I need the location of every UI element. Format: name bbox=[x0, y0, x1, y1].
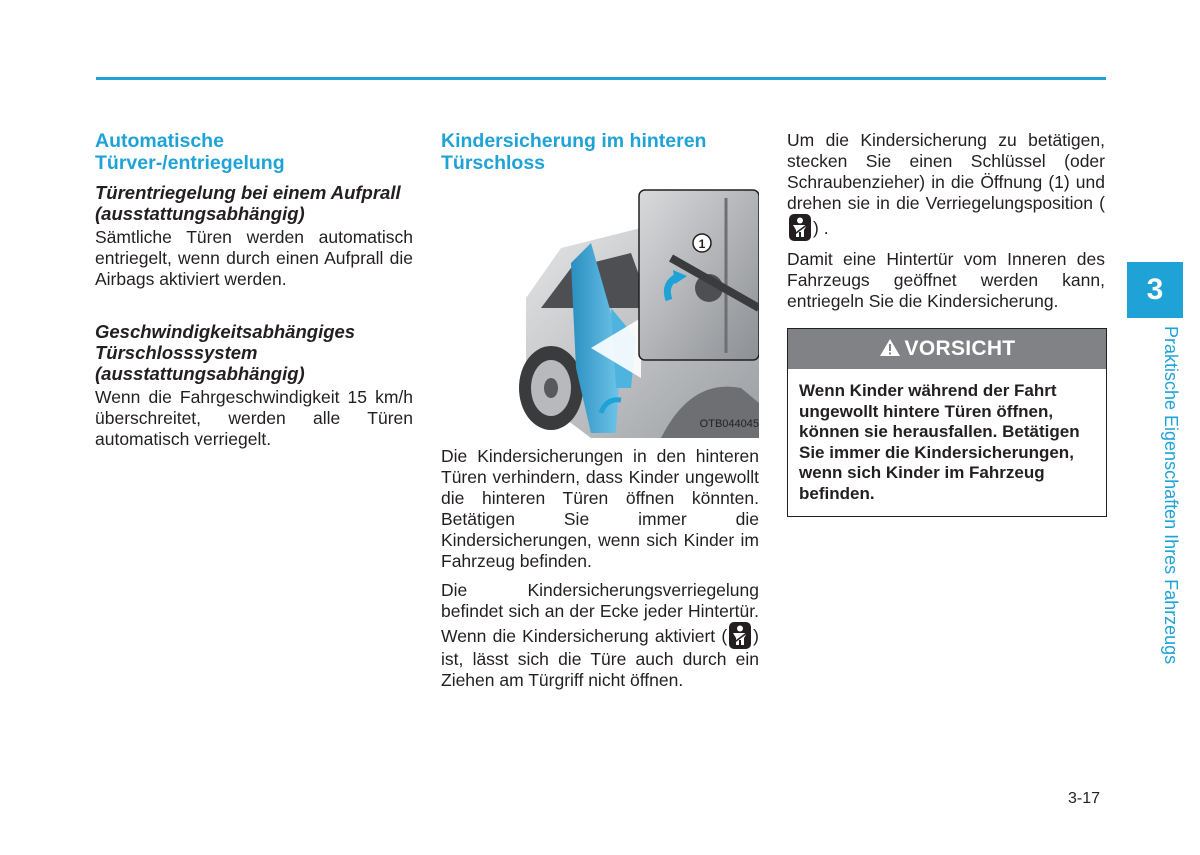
paragraph-speed-lock: Wenn die Fahrgeschwindigkeit 15 km/h überschreitet, werden alle Türen automatisch verriegelt. bbox=[95, 387, 413, 449]
section-heading-child-lock: Kindersicherung im hinteren Türschloss bbox=[441, 130, 707, 174]
paragraph-unlock-lock: Damit eine Hintertür vom Inneren des Fahrzeugs geöffnet werden kann, entriegeln Sie die Kindersicherung. bbox=[787, 249, 1105, 311]
paragraph-child-lock-location: Die Kindersicherungsverriegelung befindet sich an der Ecke jeder Hintertür. Wenn die Kindersicherung aktiviert ( ) ist, lässt sich die Türe auch durch ein Ziehen am Türgriff nicht öffnen. bbox=[441, 580, 759, 690]
child-lock-icon bbox=[789, 214, 811, 241]
car-door-illustration bbox=[441, 188, 759, 438]
page-number: 3-17 bbox=[1068, 790, 1101, 807]
warning-box bbox=[787, 328, 1107, 517]
chapter-tab: 3 bbox=[1127, 262, 1183, 318]
warning-text: Wenn Kinder während der Fahrt ungewollt hintere Türen öffnen, können sie herausfallen. Betätigen Sie immer die Kindersicherungen, wenn sich Kinder im Fahrzeug befinden. bbox=[799, 381, 1080, 503]
warning-triangle-icon bbox=[879, 338, 901, 357]
section-heading-auto-lock: Automatische Türver-/entriegelung bbox=[95, 130, 285, 174]
subheading-speed-lock: Geschwindigkeitsabhängiges Türschlosssystem (ausstattungsabhängig) bbox=[95, 321, 356, 384]
column-left bbox=[95, 130, 413, 450]
callout-number: 1 bbox=[698, 237, 706, 251]
paragraph-activate-lock: Um die Kindersicherung zu betätigen, stecken Sie einen Schlüssel (oder Schraubenzieher) in die Öffnung (1) und drehen sie in die Verriegelungsposition ( ) . bbox=[787, 130, 1105, 241]
chapter-title: Praktische Eigenschaften Ihres Fahrzeugs bbox=[1161, 326, 1181, 665]
child-lock-icon bbox=[729, 622, 751, 649]
header-rule bbox=[96, 77, 1106, 80]
child-lock-illustration bbox=[441, 188, 759, 438]
column-middle bbox=[441, 130, 759, 691]
paragraph-crash-unlock: Sämtliche Türen werden automatisch entriegelt, wenn durch einen Aufprall die Airbags aktiviert werden. bbox=[95, 227, 413, 289]
column-right bbox=[787, 130, 1105, 517]
warning-title: VORSICHT bbox=[904, 337, 1016, 360]
paragraph-child-lock-purpose: Die Kindersicherungen in den hinteren Türen verhindern, dass Kinder ungewollt die hinteren Türen öffnen könnten. Betätigen Sie immer die Kindersicherungen, wenn sich Kinder im Fahrzeug befinden. bbox=[441, 446, 759, 571]
figure-code: OTB044045 bbox=[699, 418, 759, 430]
subheading-crash-unlock: Türentriegelung bei einem Aufprall (ausstattungsabhängig) bbox=[95, 182, 401, 224]
warning-header bbox=[788, 329, 1106, 369]
